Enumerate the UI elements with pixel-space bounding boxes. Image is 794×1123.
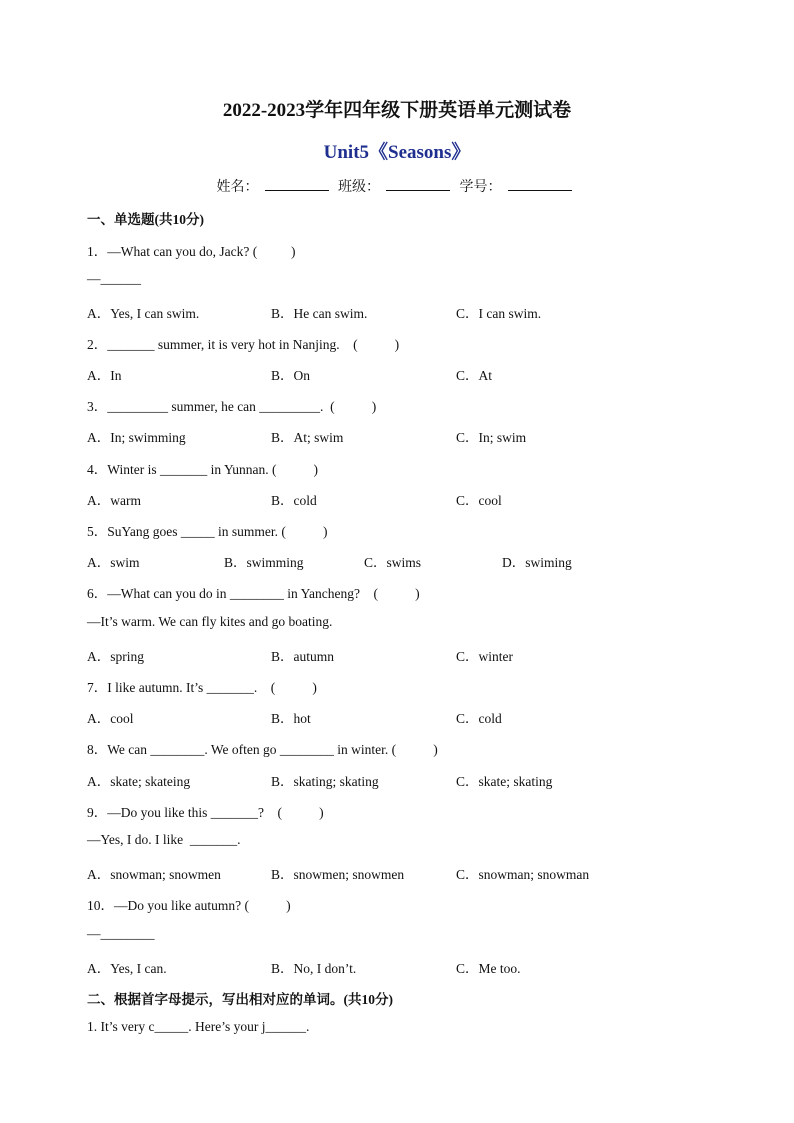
- question-9-answer-line: —Yes, I do. I like _______.: [87, 832, 241, 847]
- question-10-option-b[interactable]: B．No, I don’t.: [271, 961, 357, 976]
- question-4-stem: 4．Winter is _______ in Yunnan. ( ): [87, 462, 319, 477]
- section2-question-1: 1. It’s very c_____. Here’s your j______.: [87, 1019, 310, 1034]
- question-2-option-b[interactable]: B．On: [271, 368, 311, 383]
- question-9-option-c[interactable]: C．snowman; snowman: [456, 867, 590, 882]
- section2-heading: 二、根据首字母提示，写出相对应的单词。(共10分): [87, 992, 393, 1007]
- question-4-option-a[interactable]: A．warm: [87, 493, 141, 508]
- question-10-option-a[interactable]: A．Yes, I can.: [87, 961, 167, 976]
- page-title: 2022-2023学年四年级下册英语单元测试卷: [222, 100, 572, 121]
- question-1-option-c[interactable]: C．I can swim.: [456, 306, 542, 321]
- question-3-option-c[interactable]: C．In; swim: [456, 430, 527, 445]
- student-info: [0, 176, 794, 196]
- section1-heading: 一、单选题(共10分): [87, 212, 204, 227]
- question-1-option-b[interactable]: B．He can swim.: [271, 306, 368, 321]
- question-7-option-a[interactable]: A．cool: [87, 711, 134, 726]
- question-5-option-d[interactable]: D．swiming: [502, 555, 572, 570]
- unit-subtitle: Unit5《Seasons》: [323, 142, 471, 163]
- question-5-option-c[interactable]: C．swims: [364, 555, 422, 570]
- question-4-option-c[interactable]: C．cool: [456, 493, 502, 508]
- id-label: 学号：: [459, 180, 502, 195]
- question-1-option-a[interactable]: A．Yes, I can swim.: [87, 306, 200, 321]
- question-4-option-b[interactable]: B．cold: [271, 493, 317, 508]
- question-2-option-a[interactable]: A．In: [87, 368, 122, 383]
- question-1-stem: 1．—What can you do, Jack? ( ): [87, 244, 296, 259]
- question-1-answer-line: —______: [87, 271, 141, 286]
- class-blank[interactable]: [386, 178, 450, 191]
- question-6-option-a[interactable]: A．spring: [87, 649, 144, 664]
- question-2-stem: 2．_______ summer, it is very hot in Nanjing. ( ): [87, 337, 400, 352]
- question-7-option-c[interactable]: C．cold: [456, 711, 502, 726]
- question-6-option-b[interactable]: B．autumn: [271, 649, 334, 664]
- question-8-option-c[interactable]: C．skate; skating: [456, 774, 553, 789]
- question-8-option-a[interactable]: A．skate; skateing: [87, 774, 191, 789]
- question-7-stem: 7．I like autumn. It’s _______. ( ): [87, 680, 317, 695]
- question-8-option-b[interactable]: B．skating; skating: [271, 774, 379, 789]
- question-9-stem: 9．—Do you like this _______? ( ): [87, 805, 324, 820]
- class-label: 班级：: [338, 180, 380, 195]
- question-10-stem: 10．—Do you like autumn? ( ): [87, 898, 291, 913]
- name-blank[interactable]: [265, 178, 329, 191]
- question-8-stem: 8．We can ________. We often go ________ in winter. ( ): [87, 742, 438, 757]
- question-5-stem: 5．SuYang goes _____ in summer. ( ): [87, 524, 328, 539]
- question-9-option-a[interactable]: A．snowman; snowmen: [87, 867, 221, 882]
- question-3-option-a[interactable]: A．In; swimming: [87, 430, 186, 445]
- question-5-option-b[interactable]: B．swimming: [224, 555, 304, 570]
- question-9-option-b[interactable]: B．snowmen; snowmen: [271, 867, 405, 882]
- question-10-option-c[interactable]: C．Me too.: [456, 961, 521, 976]
- question-3-stem: 3．_________ summer, he can _________. ( ): [87, 399, 377, 414]
- question-3-option-b[interactable]: B．At; swim: [271, 430, 344, 445]
- question-6-answer-line: —It’s warm. We can fly kites and go boating.: [87, 614, 333, 629]
- question-6-option-c[interactable]: C．winter: [456, 649, 513, 664]
- id-blank[interactable]: [508, 178, 572, 191]
- name-label: 姓名：: [216, 180, 259, 195]
- question-6-stem: 6．—What can you do in ________ in Yancheng? ( ): [87, 586, 420, 601]
- question-7-option-b[interactable]: B．hot: [271, 711, 311, 726]
- question-10-answer-line: —________: [87, 926, 155, 941]
- question-5-option-a[interactable]: A．swim: [87, 555, 140, 570]
- question-2-option-c[interactable]: C．At: [456, 368, 493, 383]
